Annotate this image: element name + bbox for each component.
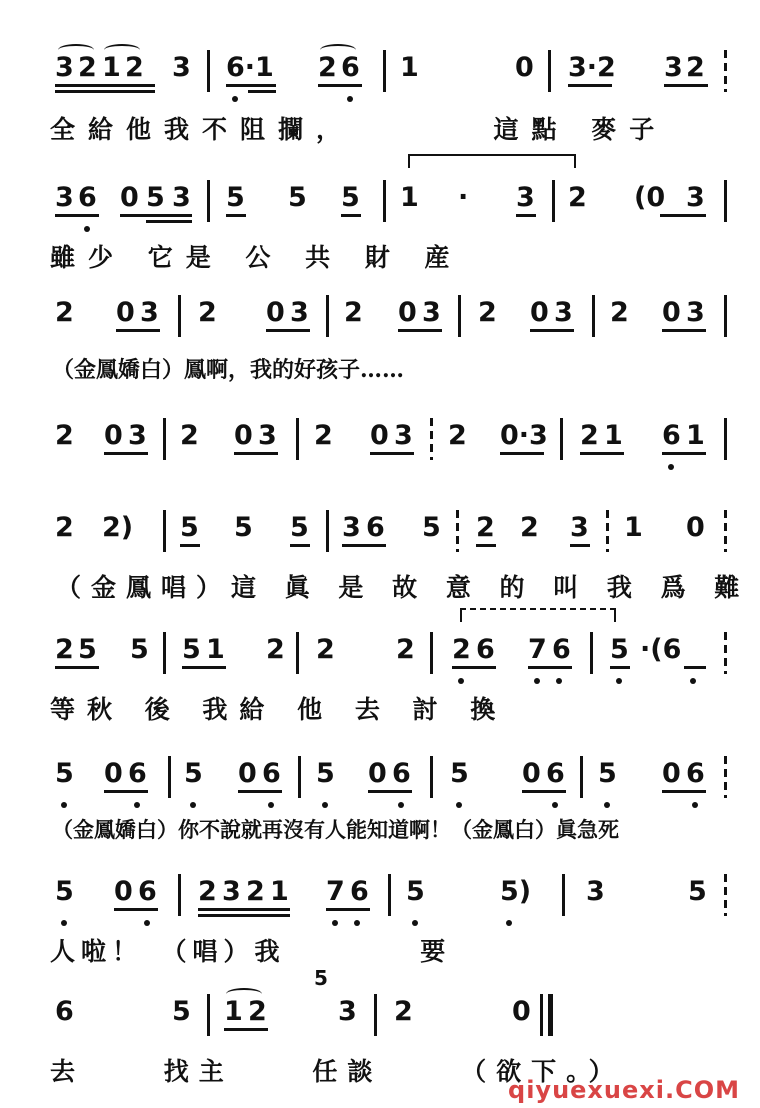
note: 0: [234, 420, 253, 451]
note: 7: [528, 634, 547, 665]
note: 3·2: [568, 52, 616, 83]
note: 5: [610, 634, 629, 665]
note: 2: [198, 876, 217, 907]
note: 3: [664, 52, 683, 83]
note: 3: [570, 512, 589, 543]
note: 0: [104, 758, 123, 789]
note: 3: [222, 876, 241, 907]
note: 6: [55, 996, 74, 1027]
note: 6: [262, 758, 281, 789]
note: 5: [688, 876, 707, 907]
watermark: qiyuexuexi.COM: [508, 1076, 740, 1104]
note: 2: [520, 512, 539, 543]
note: 6: [392, 758, 411, 789]
note: 2: [125, 52, 144, 83]
note: 3: [55, 52, 74, 83]
note: 0: [104, 420, 123, 451]
note: 3: [290, 297, 309, 328]
note: 6: [78, 182, 97, 213]
note: 2: [396, 634, 415, 665]
note: 6: [366, 512, 385, 543]
note: 0: [522, 758, 541, 789]
note: 1: [400, 52, 419, 83]
note: 3: [172, 182, 191, 213]
note: 0: [686, 512, 705, 543]
note: 5: [234, 512, 253, 543]
grace-note: 5: [314, 966, 328, 990]
note: 3: [422, 297, 441, 328]
note: 0: [398, 297, 417, 328]
note: 5: [146, 182, 165, 213]
note: 0: [120, 182, 139, 213]
note: 2: [78, 52, 97, 83]
note: 1: [624, 512, 643, 543]
note: 2: [55, 420, 74, 451]
note: 2: [266, 634, 285, 665]
note: 3: [55, 182, 74, 213]
note: 3: [258, 420, 277, 451]
note: 5: [406, 876, 425, 907]
note: 5: [288, 182, 307, 213]
note: (0: [634, 182, 666, 213]
note: 2): [102, 512, 134, 543]
note: 3: [172, 52, 191, 83]
note: 5: [226, 182, 245, 213]
note: 5: [130, 634, 149, 665]
note: 0: [662, 758, 681, 789]
note: 6: [350, 876, 369, 907]
note: 0: [238, 758, 257, 789]
note: 2: [318, 52, 337, 83]
note: 0: [368, 758, 387, 789]
note: 2: [478, 297, 497, 328]
note: 2: [55, 297, 74, 328]
note: 2: [610, 297, 629, 328]
note: 5): [500, 876, 532, 907]
note: 3: [516, 182, 535, 213]
note: 3: [338, 996, 357, 1027]
note: 3: [140, 297, 159, 328]
spoken-line-2: （金鳳嬌白）你不說就再沒有人能知道啊！（金鳳白）眞急死: [52, 817, 619, 842]
note: 5: [316, 758, 335, 789]
note: 3: [128, 420, 147, 451]
note: 5: [422, 512, 441, 543]
note: 5: [172, 996, 191, 1027]
note: 2: [246, 876, 265, 907]
note: 2: [452, 634, 471, 665]
note: 7: [326, 876, 345, 907]
note: 6: [476, 634, 495, 665]
note: 6: [341, 52, 360, 83]
note: 1: [102, 52, 121, 83]
note: 3: [686, 297, 705, 328]
note: 2: [316, 634, 335, 665]
note: 2: [344, 297, 363, 328]
note: 0: [116, 297, 135, 328]
note: 0·3: [500, 420, 548, 451]
note: 2: [314, 420, 333, 451]
note: 3: [686, 182, 705, 213]
spoken-line-1: （金鳳嬌白）鳳啊，我的好孩子……: [52, 357, 405, 383]
note: 1: [400, 182, 419, 213]
note: 2: [55, 512, 74, 543]
note: 0: [114, 876, 133, 907]
note: 1: [224, 996, 243, 1027]
note: 0: [515, 52, 534, 83]
note: 2: [394, 996, 413, 1027]
note: 5: [55, 758, 74, 789]
note: 5: [341, 182, 360, 213]
note: 6: [546, 758, 565, 789]
note: 3: [586, 876, 605, 907]
note: 5: [55, 876, 74, 907]
note: 1: [604, 420, 623, 451]
note: 2: [568, 182, 587, 213]
note: 2: [580, 420, 599, 451]
note: 5: [78, 634, 97, 665]
note: 5: [290, 512, 309, 543]
note: 0: [370, 420, 389, 451]
note: 5: [598, 758, 617, 789]
note: 1: [270, 876, 289, 907]
note: 5: [180, 512, 199, 543]
note: 6: [552, 634, 571, 665]
note: 1: [686, 420, 705, 451]
note: 3: [554, 297, 573, 328]
note: 0: [266, 297, 285, 328]
note: ·: [458, 182, 469, 213]
note: 2: [180, 420, 199, 451]
note: 6·1: [226, 52, 274, 83]
note: 6: [128, 758, 147, 789]
note: 5: [182, 634, 201, 665]
note: 2: [476, 512, 495, 543]
note: 0: [512, 996, 531, 1027]
note: 5: [184, 758, 203, 789]
note: 2: [198, 297, 217, 328]
note: 6: [662, 420, 681, 451]
note: 2: [55, 634, 74, 665]
note: 5: [450, 758, 469, 789]
note: 1: [206, 634, 225, 665]
note: 6: [686, 758, 705, 789]
note: ·(6: [640, 634, 682, 665]
note: 6: [138, 876, 157, 907]
note: 2: [248, 996, 267, 1027]
note: 2: [686, 52, 705, 83]
note: 2: [448, 420, 467, 451]
note: 0: [662, 297, 681, 328]
note: 3: [342, 512, 361, 543]
note: 3: [394, 420, 413, 451]
note: 0: [530, 297, 549, 328]
